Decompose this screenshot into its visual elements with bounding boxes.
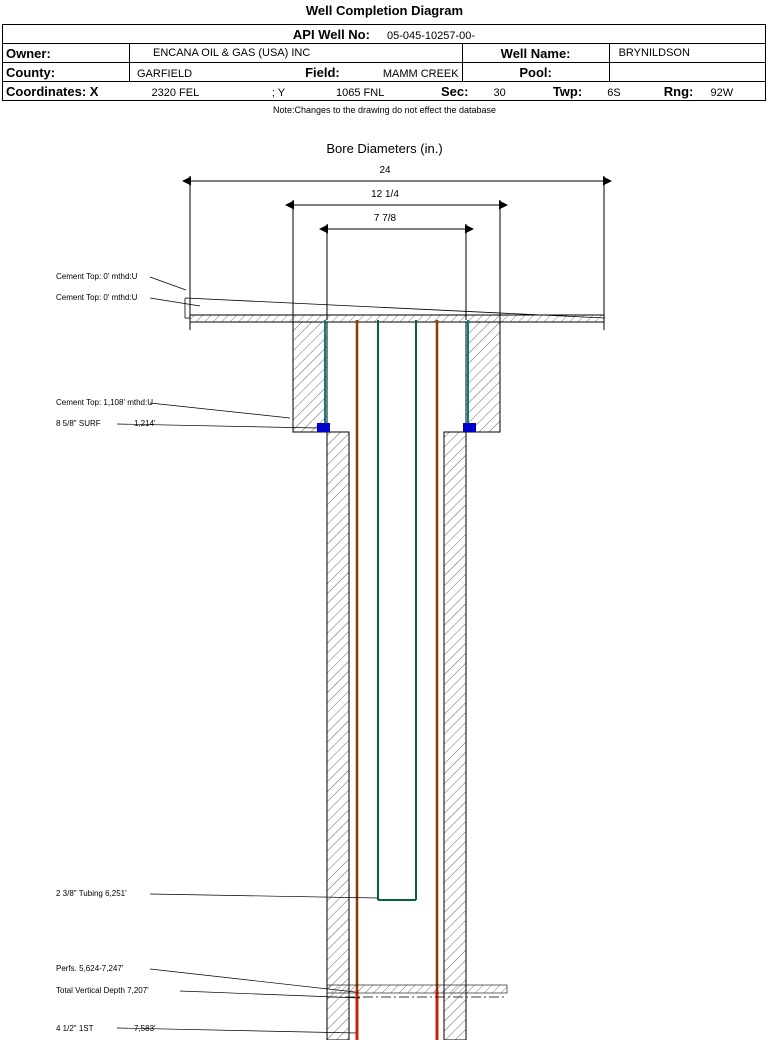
api-label: API Well No: bbox=[292, 26, 370, 42]
total-depth-detail bbox=[327, 985, 507, 997]
perforation-interval bbox=[357, 990, 437, 1040]
y-label: ; Y bbox=[271, 86, 285, 99]
coordinates-y-value: 1065 FNL bbox=[336, 86, 384, 99]
field-value: MAMM CREEK bbox=[382, 67, 459, 80]
page-title: Well Completion Diagram bbox=[305, 3, 464, 18]
bore-dimension-lines bbox=[190, 176, 604, 330]
coordinates-label: Coordinates: X bbox=[6, 83, 99, 99]
surface-casing-string bbox=[325, 320, 468, 431]
twp-label: Twp: bbox=[552, 83, 583, 99]
annotation-cement-top-0-b: Cement Top: 0' mthd:U bbox=[56, 293, 138, 302]
tubing-string bbox=[378, 320, 416, 900]
well-name-value: BRYNILDSON bbox=[618, 47, 690, 59]
annotation-cement-top-0-a: Cement Top: 0' mthd:U bbox=[56, 272, 138, 281]
sec-value: 30 bbox=[493, 86, 506, 99]
database-note: Note:Changes to the drawing do not effect the database bbox=[273, 105, 496, 115]
county-value: GARFIELD bbox=[137, 67, 193, 80]
api-value: 05-045-10257-00- bbox=[387, 29, 476, 42]
annotation-surface-casing: 8 5/8" SURF bbox=[56, 419, 101, 428]
owner-value: ENCANA OIL & GAS (USA) INC bbox=[153, 47, 311, 59]
rng-value: 92W bbox=[710, 86, 734, 99]
annotation-surface-casing-depth: 1,214' bbox=[134, 419, 156, 428]
well-name-label: Well Name: bbox=[500, 45, 571, 61]
annotation-production-casing-depth: 7,583' bbox=[134, 1024, 156, 1033]
bore-dim-12-label: 12 1/4 bbox=[371, 189, 399, 200]
county-label: County: bbox=[6, 64, 56, 80]
annotation-tubing: 2 3/8" Tubing 6,251' bbox=[56, 889, 127, 898]
owner-label: Owner: bbox=[6, 45, 51, 61]
production-casing-string bbox=[357, 320, 437, 1040]
rng-label: Rng: bbox=[663, 83, 694, 99]
surface-casing-shoe bbox=[317, 423, 476, 432]
production-annulus-cement bbox=[327, 432, 466, 1040]
bore-dim-24-label: 24 bbox=[379, 165, 391, 176]
sec-label: Sec: bbox=[440, 83, 469, 99]
field-label: Field: bbox=[305, 64, 340, 80]
pool-label: Pool: bbox=[519, 64, 552, 80]
annotation-production-casing: 4 1/2" 1ST bbox=[56, 1024, 94, 1033]
twp-value: 6S bbox=[607, 86, 621, 99]
bore-diameters-title: Bore Diameters (in.) bbox=[326, 141, 443, 156]
annotation-perfs: Perfs. 5,624-7,247' bbox=[56, 964, 124, 973]
annotation-cement-top-1108: Cement Top: 1,108' mthd:U bbox=[56, 398, 153, 407]
ground-surface bbox=[185, 298, 605, 322]
bore-dim-7-label: 7 7/8 bbox=[373, 213, 397, 224]
annotation-total-vertical-depth: Total Vertical Depth 7,207' bbox=[56, 986, 149, 995]
coordinates-x-value: 2320 FEL bbox=[151, 86, 199, 99]
